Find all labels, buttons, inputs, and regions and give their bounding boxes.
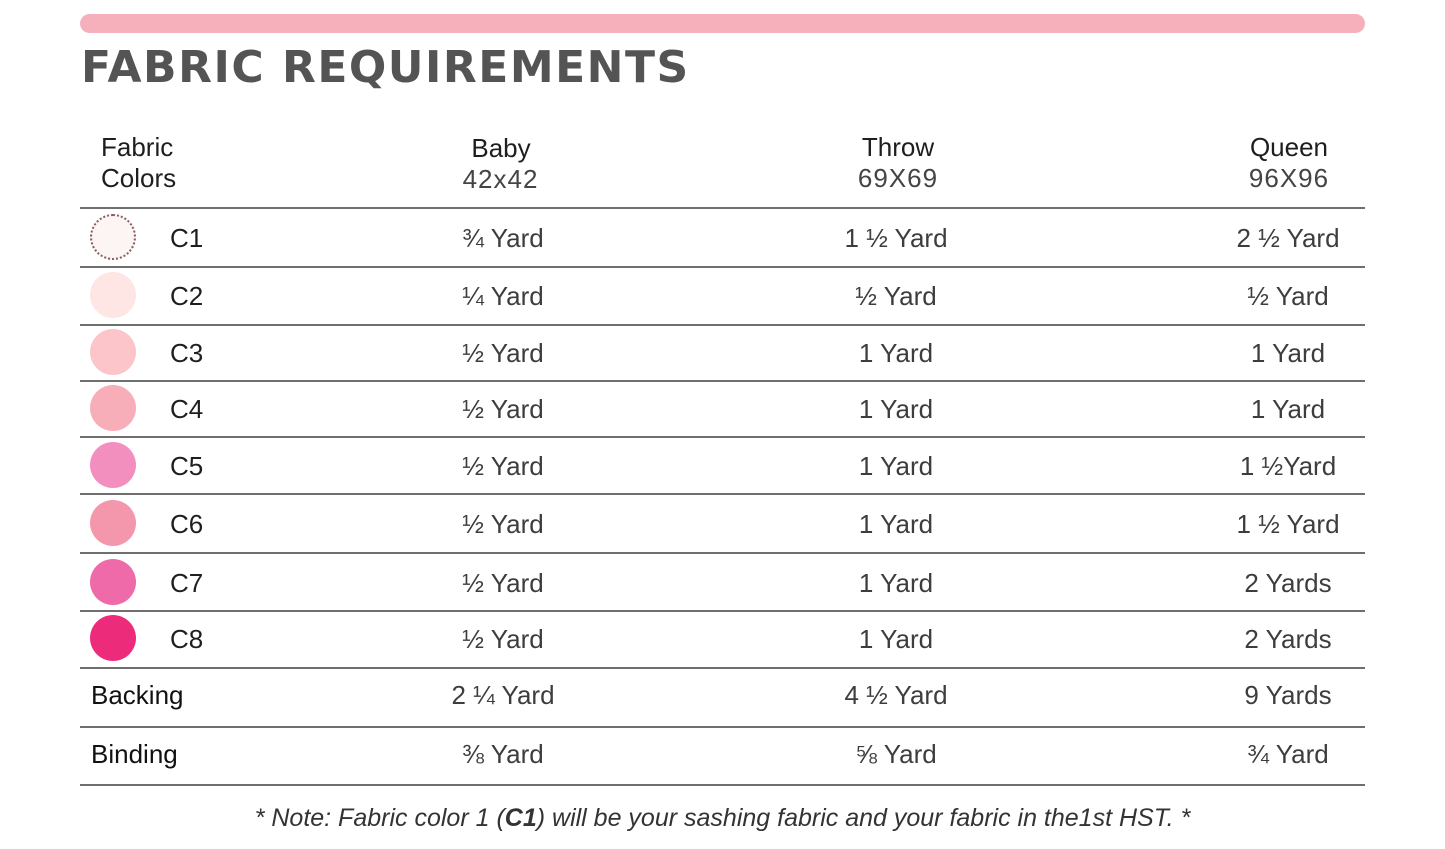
cell-throw: 4 ½ Yard (844, 680, 948, 710)
cell-baby: ½ Yard (462, 338, 544, 368)
table-row (80, 615, 1365, 663)
table-divider (80, 207, 1365, 209)
color-swatch (90, 385, 136, 431)
column-header-size: 42x42 (462, 164, 539, 194)
table-divider (80, 266, 1365, 268)
cell-queen: 1 ½ Yard (1236, 509, 1340, 539)
table-row-backing (80, 678, 1365, 718)
color-swatch (90, 329, 136, 375)
cell-baby: ½ Yard (462, 394, 544, 424)
cell-throw: 1 Yard (858, 451, 934, 481)
cell-baby: ½ Yard (462, 568, 544, 598)
page-title: FABRIC REQUIREMENTS (81, 42, 690, 93)
fabric-code: C3 (170, 338, 204, 368)
cell-queen: 2 ½ Yard (1236, 223, 1340, 253)
cell-queen: 1 Yard (1250, 394, 1326, 424)
table-divider (80, 552, 1365, 554)
cell-throw: 1 Yard (858, 338, 934, 368)
column-header-name: Queen (1249, 132, 1329, 162)
cell-throw: 1 Yard (858, 509, 934, 539)
header-accent-bar (80, 14, 1365, 33)
cell-queen: ½ Yard (1247, 281, 1329, 311)
table-row (80, 214, 1365, 262)
cell-queen: 1 Yard (1250, 338, 1326, 368)
footnote-after: ) will be your sashing fabric and your fabric in the1st HST. * (536, 804, 1191, 832)
table-row (80, 500, 1365, 548)
column-header-name: Baby (471, 133, 531, 163)
footnote (0, 804, 1445, 833)
fabric-code: C5 (170, 451, 204, 481)
column-header-fabric-colors (101, 132, 176, 194)
table-divider (80, 610, 1365, 612)
cell-throw: ⅝ Yard (855, 739, 937, 769)
cell-baby: ⅜ Yard (462, 739, 544, 769)
cell-queen: 2 Yards (1244, 624, 1332, 654)
color-swatch (90, 442, 136, 488)
table-divider (80, 784, 1365, 786)
fabric-header-line1: Fabric (101, 132, 174, 162)
row-label: Backing (91, 680, 184, 710)
cell-baby: ½ Yard (462, 509, 544, 539)
column-header-size: 96X96 (1248, 163, 1330, 193)
footnote-code: C1 (504, 804, 537, 832)
cell-throw: 1 Yard (858, 624, 934, 654)
cell-queen: 9 Yards (1244, 680, 1332, 710)
color-swatch (90, 214, 136, 260)
column-header-name: Throw (861, 132, 935, 162)
fabric-code: C8 (170, 624, 204, 654)
fabric-code: C2 (170, 281, 204, 311)
table-row (80, 329, 1365, 377)
cell-baby: ½ Yard (462, 451, 544, 481)
column-header-throw (858, 132, 938, 194)
cell-baby: ¼ Yard (462, 281, 544, 311)
cell-throw: 1 Yard (858, 394, 934, 424)
table-row-binding (80, 737, 1365, 777)
table-row (80, 559, 1365, 607)
cell-baby: 2 ¼ Yard (451, 680, 555, 710)
color-swatch (90, 615, 136, 661)
table-divider (80, 493, 1365, 495)
row-label: Binding (91, 739, 178, 769)
table-row (80, 385, 1365, 433)
fabric-code: C4 (170, 394, 204, 424)
footnote-before: * Note: Fabric color 1 ( (254, 804, 505, 832)
fabric-code: C7 (170, 568, 204, 598)
cell-queen: 1 ½Yard (1239, 451, 1337, 481)
table-divider (80, 324, 1365, 326)
table-divider (80, 380, 1365, 382)
table-row (80, 272, 1365, 320)
color-swatch (90, 500, 136, 546)
cell-queen: ¾ Yard (1247, 739, 1329, 769)
fabric-code: C6 (170, 509, 204, 539)
column-header-size: 69X69 (857, 163, 939, 193)
table-divider (80, 726, 1365, 728)
color-swatch (90, 559, 136, 605)
column-header-baby (464, 133, 539, 195)
cell-baby: ¾ Yard (462, 223, 544, 253)
cell-throw: ½ Yard (855, 281, 937, 311)
fabric-code: C1 (170, 223, 204, 253)
table-row (80, 442, 1365, 490)
table-divider (80, 436, 1365, 438)
cell-throw: 1 Yard (858, 568, 934, 598)
cell-queen: 2 Yards (1244, 568, 1332, 598)
cell-baby: ½ Yard (462, 624, 544, 654)
cell-throw: 1 ½ Yard (844, 223, 948, 253)
color-swatch (90, 272, 136, 318)
table-divider (80, 667, 1365, 669)
fabric-header-line2: Colors (101, 163, 177, 193)
column-header-queen (1249, 132, 1329, 194)
